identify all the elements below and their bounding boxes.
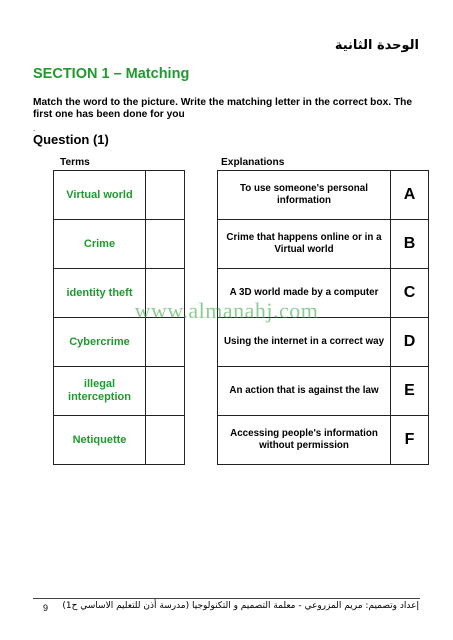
explanation-letter: D <box>391 318 429 367</box>
term-row <box>54 416 185 465</box>
footer-divider <box>33 598 420 599</box>
terms-header: Terms <box>60 157 90 168</box>
explanation-letter: A <box>391 171 429 220</box>
term-cell: Cybercrime <box>54 318 146 367</box>
explanations-header: Explanations <box>221 157 285 168</box>
page-number: 9 <box>43 603 49 613</box>
term-row <box>54 171 185 220</box>
unit-title: الوحدة الثانية <box>334 38 419 53</box>
footer-credit: إعداد وتصميم: مريم المزروعي - معلمة التصميم و التكنولوجيا (مدرسة أذن للتعليم الاساسي ح1) <box>62 601 419 611</box>
explanation-letter: E <box>391 367 429 416</box>
term-cell: illegal interception <box>54 367 146 416</box>
watermark: www.almanahj.com <box>134 298 319 323</box>
explanation-cell: To use someone's personal information <box>218 171 391 220</box>
explanation-cell: Crime that happens online or in a Virtual world <box>218 220 391 269</box>
section-title: SECTION 1 – Matching <box>33 66 190 82</box>
answer-box[interactable] <box>146 416 185 465</box>
answer-box[interactable] <box>146 367 185 416</box>
explanation-row <box>218 171 429 220</box>
explanation-letter: F <box>391 416 429 465</box>
explanation-cell: Using the internet in a correct way <box>218 318 391 367</box>
explanation-letter: B <box>391 220 429 269</box>
term-cell: identity theft <box>54 269 146 318</box>
question-label: Question (1) <box>33 132 109 147</box>
stray-dot: . <box>33 124 36 133</box>
explanation-letter: C <box>391 269 429 318</box>
explanation-cell: A 3D world made by a computer <box>218 269 391 318</box>
explanation-row <box>218 416 429 465</box>
explanation-cell: Accessing people's information without permission <box>218 416 391 465</box>
explanation-row <box>218 220 429 269</box>
answer-box[interactable] <box>146 171 185 220</box>
explanation-row <box>218 367 429 416</box>
term-cell: Netiquette <box>54 416 146 465</box>
instructions-text: Match the word to the picture. Write the matching letter in the correct box. The first one has been done for you <box>33 97 413 120</box>
term-row <box>54 367 185 416</box>
term-row <box>54 220 185 269</box>
answer-box[interactable] <box>146 318 185 367</box>
term-cell: Virtual world <box>54 171 146 220</box>
explanation-row <box>218 318 429 367</box>
explanation-cell: An action that is against the law <box>218 367 391 416</box>
answer-box[interactable] <box>146 220 185 269</box>
term-row <box>54 318 185 367</box>
term-cell: Crime <box>54 220 146 269</box>
